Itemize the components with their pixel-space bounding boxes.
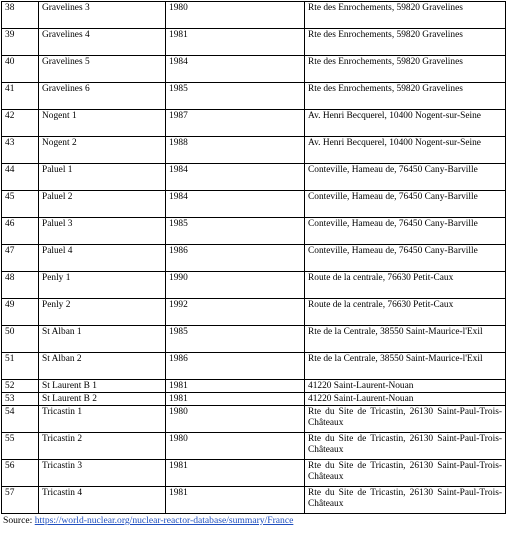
table-row xyxy=(2,433,506,460)
table-row xyxy=(2,191,506,218)
cell-address: Conteville, Hameau de, 76450 Cany-Barville xyxy=(305,218,506,245)
cell-address: Conteville, Hameau de, 76450 Cany-Barville xyxy=(305,245,506,272)
cell-reactor-name: Gravelines 4 xyxy=(39,29,166,56)
table-row xyxy=(2,110,506,137)
cell-year: 1987 xyxy=(166,110,305,137)
cell-number: 39 xyxy=(2,29,39,56)
cell-year: 1984 xyxy=(166,56,305,83)
cell-number: 53 xyxy=(2,393,39,406)
cell-number: 43 xyxy=(2,137,39,164)
cell-year: 1980 xyxy=(166,433,305,460)
cell-year: 1981 xyxy=(166,487,305,514)
table-row xyxy=(2,353,506,380)
table-row xyxy=(2,272,506,299)
cell-address: Rte du Site de Tricastin, 26130 Saint-Paul-Trois-Châteaux xyxy=(305,487,506,514)
cell-number: 42 xyxy=(2,110,39,137)
table-row xyxy=(2,2,506,29)
cell-reactor-name: St Laurent B 2 xyxy=(39,393,166,406)
cell-number: 44 xyxy=(2,164,39,191)
cell-reactor-name: St Alban 2 xyxy=(39,353,166,380)
cell-address: Rte du Site de Tricastin, 26130 Saint-Paul-Trois-Châteaux xyxy=(305,406,506,433)
cell-address: Conteville, Hameau de, 76450 Cany-Barville xyxy=(305,191,506,218)
cell-address: Rte du Site de Tricastin, 26130 Saint-Paul-Trois-Châteaux xyxy=(305,460,506,487)
cell-number: 47 xyxy=(2,245,39,272)
cell-year: 1981 xyxy=(166,460,305,487)
cell-year: 1984 xyxy=(166,164,305,191)
cell-year: 1988 xyxy=(166,137,305,164)
source-link[interactable]: https://world-nuclear.org/nuclear-reactor-database/summary/France xyxy=(34,515,294,526)
cell-number: 46 xyxy=(2,218,39,245)
cell-year: 1990 xyxy=(166,272,305,299)
cell-reactor-name: Penly 2 xyxy=(39,299,166,326)
cell-year: 1980 xyxy=(166,406,305,433)
table-row xyxy=(2,245,506,272)
cell-reactor-name: Paluel 2 xyxy=(39,191,166,218)
cell-number: 48 xyxy=(2,272,39,299)
cell-year: 1992 xyxy=(166,299,305,326)
cell-year: 1981 xyxy=(166,29,305,56)
cell-address: Route de la centrale, 76630 Petit-Caux xyxy=(305,272,506,299)
source-note xyxy=(3,515,293,527)
cell-address: Conteville, Hameau de, 76450 Cany-Barville xyxy=(305,164,506,191)
cell-number: 55 xyxy=(2,433,39,460)
cell-reactor-name: Penly 1 xyxy=(39,272,166,299)
cell-address: Rte de la Centrale, 38550 Saint-Maurice-l'Exil xyxy=(305,353,506,380)
cell-year: 1980 xyxy=(166,2,305,29)
table-row xyxy=(2,164,506,191)
cell-number: 49 xyxy=(2,299,39,326)
cell-reactor-name: Nogent 2 xyxy=(39,137,166,164)
cell-number: 57 xyxy=(2,487,39,514)
cell-year: 1986 xyxy=(166,245,305,272)
cell-year: 1981 xyxy=(166,393,305,406)
cell-reactor-name: Gravelines 5 xyxy=(39,56,166,83)
cell-address: Route de la centrale, 76630 Petit-Caux xyxy=(305,299,506,326)
cell-reactor-name: St Laurent B 1 xyxy=(39,380,166,393)
cell-address: 41220 Saint-Laurent-Nouan xyxy=(305,393,506,406)
cell-reactor-name: Gravelines 6 xyxy=(39,83,166,110)
cell-address: Rte des Enrochements, 59820 Gravelines xyxy=(305,83,506,110)
table-row xyxy=(2,460,506,487)
cell-reactor-name: Paluel 3 xyxy=(39,218,166,245)
cell-address: Rte des Enrochements, 59820 Gravelines xyxy=(305,29,506,56)
cell-address: Rte de la Centrale, 38550 Saint-Maurice-l'Exil xyxy=(305,326,506,353)
cell-year: 1981 xyxy=(166,380,305,393)
cell-address: 41220 Saint-Laurent-Nouan xyxy=(305,380,506,393)
table-row xyxy=(2,29,506,56)
cell-reactor-name: Tricastin 4 xyxy=(39,487,166,514)
table-row xyxy=(2,380,506,393)
reactor-table-body xyxy=(2,2,506,514)
cell-reactor-name: St Alban 1 xyxy=(39,326,166,353)
cell-year: 1985 xyxy=(166,83,305,110)
table-row xyxy=(2,299,506,326)
cell-number: 56 xyxy=(2,460,39,487)
cell-reactor-name: Paluel 1 xyxy=(39,164,166,191)
cell-number: 52 xyxy=(2,380,39,393)
cell-number: 50 xyxy=(2,326,39,353)
reactor-table-container xyxy=(1,1,502,514)
table-row xyxy=(2,326,506,353)
cell-address: Rte des Enrochements, 59820 Gravelines xyxy=(305,2,506,29)
table-row xyxy=(2,137,506,164)
cell-number: 41 xyxy=(2,83,39,110)
cell-reactor-name: Tricastin 2 xyxy=(39,433,166,460)
cell-number: 54 xyxy=(2,406,39,433)
cell-year: 1984 xyxy=(166,191,305,218)
cell-address: Rte du Site de Tricastin, 26130 Saint-Paul-Trois-Châteaux xyxy=(305,433,506,460)
cell-reactor-name: Tricastin 1 xyxy=(39,406,166,433)
cell-reactor-name: Tricastin 3 xyxy=(39,460,166,487)
table-row xyxy=(2,56,506,83)
cell-number: 38 xyxy=(2,2,39,29)
table-row xyxy=(2,83,506,110)
cell-year: 1985 xyxy=(166,218,305,245)
cell-reactor-name: Nogent 1 xyxy=(39,110,166,137)
cell-reactor-name: Gravelines 3 xyxy=(39,2,166,29)
cell-reactor-name: Paluel 4 xyxy=(39,245,166,272)
table-row xyxy=(2,487,506,514)
cell-year: 1985 xyxy=(166,326,305,353)
table-row xyxy=(2,406,506,433)
cell-address: Av. Henri Becquerel, 10400 Nogent-sur-Seine xyxy=(305,137,506,164)
table-row xyxy=(2,393,506,406)
cell-number: 51 xyxy=(2,353,39,380)
table-row xyxy=(2,218,506,245)
cell-year: 1986 xyxy=(166,353,305,380)
cell-number: 45 xyxy=(2,191,39,218)
cell-address: Rte des Enrochements, 59820 Gravelines xyxy=(305,56,506,83)
cell-number: 40 xyxy=(2,56,39,83)
cell-address: Av. Henri Becquerel, 10400 Nogent-sur-Seine xyxy=(305,110,506,137)
reactor-table xyxy=(1,1,506,514)
source-label: Source: xyxy=(3,515,35,526)
